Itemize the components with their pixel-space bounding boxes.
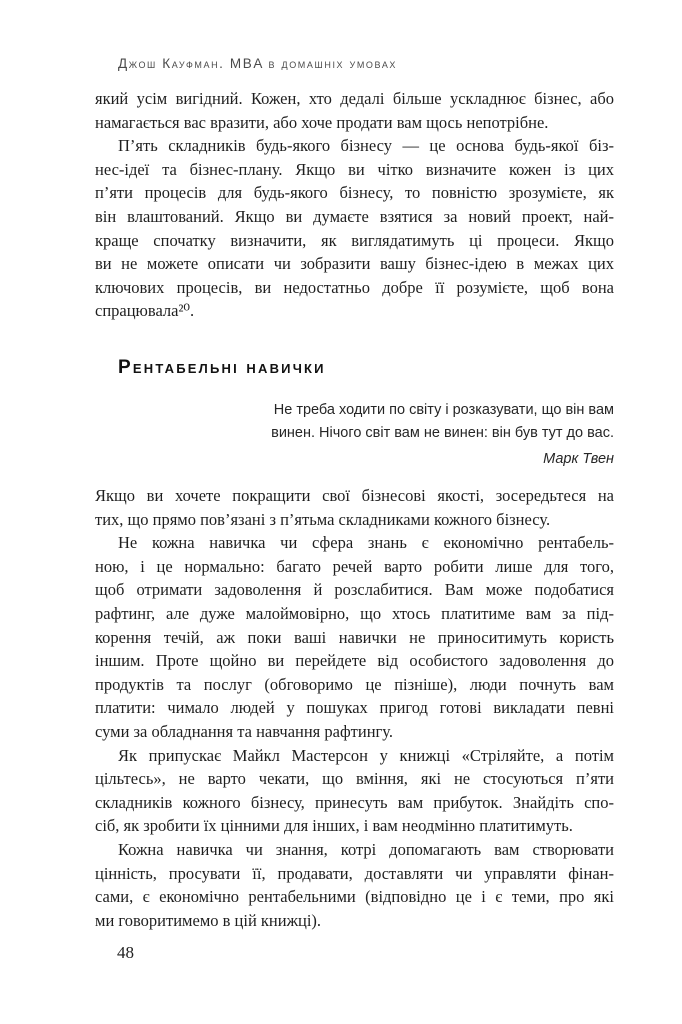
- text-line: який усім вигідний. Кожен, хто дедалі більше ускладнює бізнес, або: [95, 89, 614, 108]
- text-line: він влаштований. Якщо ви думаєте взятися за новий проект, най-: [95, 206, 614, 226]
- text-line: корення течій, аж поки ваші навички не приноситимуть користь: [95, 627, 614, 647]
- epigraph: [95, 399, 614, 471]
- text-line: складників кожного бізнесу, принесуть вам прибуток. Знайдіть спо-: [95, 792, 614, 812]
- text-line: п’яти процесів для будь-якого бізнесу, то повністю зрозумієте, як: [95, 183, 614, 203]
- body-paragraph: [95, 484, 614, 531]
- text-line: суми за обладнання та навчання рафтингу.: [95, 721, 394, 741]
- text-line: платити: чимало людей у пошуках пригод готові викладати певні: [95, 698, 614, 718]
- text-line: ною, і це нормально: багато речей варто робити лише для того,: [95, 556, 614, 576]
- page-footer: [117, 943, 134, 963]
- text-line: продуктів та послуг (обговоримо це пізніше), люди почнуть вам: [95, 674, 614, 694]
- text-line: цільтесь», не варто чекати, що вміння, які не стосуються п’яти: [95, 769, 614, 789]
- page-number: 48: [117, 943, 134, 962]
- section-heading: Рентабельні навички: [118, 357, 326, 378]
- text-line: П’ять складників будь-якого бізнесу — це основа будь-якої біз-: [118, 136, 614, 156]
- text-block-top: [95, 87, 614, 323]
- text-line: намагається вас вразити, або хоче продати вам щось непотрібне.: [95, 112, 549, 132]
- body-paragraph: [95, 531, 614, 743]
- text-line: щоб отримати задоволення й розслабитися. Вам може подобатися: [95, 580, 614, 600]
- text-line: ми говоритимемо в цій книжці).: [95, 910, 322, 930]
- text-line: нес-ідеї та бізнес-плану. Якщо ви чітко визначите кожен із цих: [95, 159, 614, 179]
- text-line: Як припускає Майкл Мастерсон у книжці «Стріляйте, а потім: [118, 745, 614, 765]
- text-line: ви не можете описати чи зобразити вашу бізнес-ідею в межах цих: [95, 254, 614, 274]
- body-paragraph: [95, 134, 614, 323]
- text-block-bottom: [95, 484, 614, 932]
- running-header: [118, 56, 397, 71]
- body-paragraph: [95, 838, 614, 932]
- text-line: цінність, просувати її, продавати, доставляти чи управляти фінан-: [95, 863, 614, 883]
- text-line: краще спочатку визначити, як виглядатимуть ці процеси. Якщо: [95, 230, 614, 250]
- text-line: Кожна навичка чи знання, котрі допомагають вам створювати: [118, 839, 614, 859]
- text-line: тих, що прямо пов’язані з п’ятьма складниками кожного бізнесу.: [95, 509, 551, 529]
- text-line: Якщо ви хочете покращити свої бізнесові якості, зосередьтеся на: [95, 486, 614, 505]
- epigraph-line: Не треба ходити по світу і розказувати, що він вам: [273, 402, 614, 418]
- text-line: сіб, як зробити їх цінними для інших, і вам неодмінно платитимуть.: [95, 816, 573, 836]
- running-header-text: Джош Кауфман. MBA в домашніх умовах: [118, 56, 398, 71]
- body-paragraph: [95, 87, 614, 134]
- text-line: іншим. Проте щойно ви перейдете від особистого задоволення до: [95, 651, 614, 671]
- text-line: Не кожна навичка чи сфера знань є економічно рентабель-: [118, 533, 614, 553]
- text-line: сами, є економічно рентабельними (відповідно це і є теми, про які: [95, 887, 614, 907]
- epigraph-line: винен. Нічого світ вам не винен: він був тут до вас.: [271, 424, 614, 441]
- epigraph-attribution: Марк Твен: [543, 451, 614, 467]
- text-line: ключових процесів, ви недостатньо добре її розумієте, щоб вона: [95, 277, 614, 297]
- body-paragraph: [95, 744, 614, 838]
- text-line: спрацювала²⁰.: [95, 301, 195, 321]
- text-line: рафтинг, але дуже малоймовірно, що хтось платитиме вам за під-: [95, 603, 614, 623]
